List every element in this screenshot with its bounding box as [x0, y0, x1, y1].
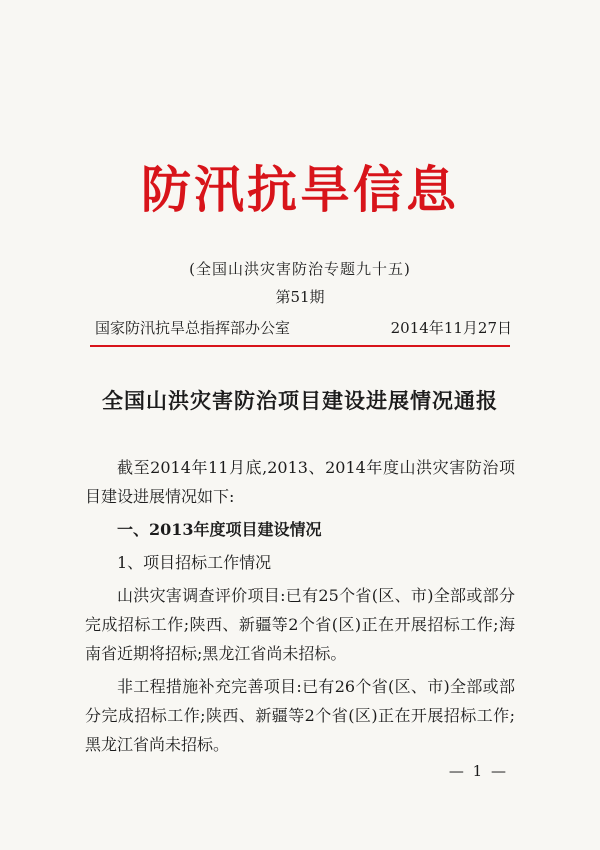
header-divider: [90, 345, 510, 347]
page-number: — 1 —: [448, 762, 508, 780]
intro-paragraph: 截至2014年11月底,2013、2014年度山洪灾害防治项目建设进展情况如下:: [85, 458, 515, 506]
masthead-subtitle: (全国山洪灾害防治专题九十五): [189, 260, 411, 278]
body-paragraph: 非工程措施补充完善项目:已有26个省(区、市)全部或部分完成招标工作;陕西、新疆等2个省(区)正在开展招标工作;黑龙江省尚未招标。: [85, 677, 515, 754]
issuing-office: 国家防汛抗旱总指挥部办公室: [95, 319, 291, 337]
subsection-heading: 1、项目招标工作情况: [117, 553, 272, 572]
document-body: [85, 453, 515, 763]
masthead-title: 防汛抗旱信息: [141, 160, 459, 219]
issue-number: 第51期: [275, 288, 325, 306]
document-title: 全国山洪灾害防治项目建设进展情况通报: [102, 388, 498, 413]
section-heading: 一、2013年度项目建设情况: [117, 520, 322, 539]
body-paragraph: 山洪灾害调查评价项目:已有25个省(区、市)全部或部分完成招标工作;陕西、新疆等2个省(区)正在开展招标工作;海南省近期将招标;黑龙江省尚未招标。: [85, 586, 515, 663]
issue-date: 2014年11月27日: [390, 319, 512, 337]
